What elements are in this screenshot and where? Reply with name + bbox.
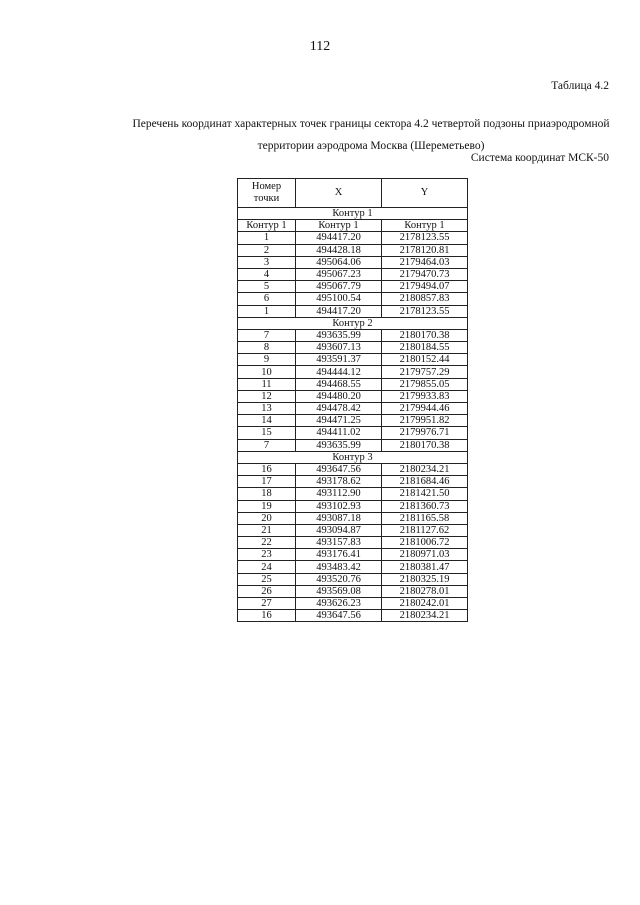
y-coordinate-cell: 2181127.62 (382, 524, 468, 536)
contour-subheader-cell: Контур 1 (238, 220, 296, 232)
x-coordinate-cell: 494417.20 (296, 305, 382, 317)
point-number-cell: 9 (238, 354, 296, 366)
y-coordinate-cell: 2179951.82 (382, 415, 468, 427)
contour-subheader-cell: Контур 1 (296, 220, 382, 232)
x-coordinate-cell: 493157.83 (296, 537, 382, 549)
point-number-cell: 5 (238, 281, 296, 293)
x-coordinate-cell: 493569.08 (296, 585, 382, 597)
table-row (238, 585, 468, 597)
point-number-cell: 3 (238, 256, 296, 268)
y-coordinate-cell: 2181360.73 (382, 500, 468, 512)
y-coordinate-cell: 2179933.83 (382, 390, 468, 402)
point-number-cell: 1 (238, 305, 296, 317)
document-title (126, 113, 616, 157)
y-coordinate-cell: 2178120.81 (382, 244, 468, 256)
table-row (238, 354, 468, 366)
y-coordinate-cell: 2179976.71 (382, 427, 468, 439)
x-coordinate-cell: 493607.13 (296, 342, 382, 354)
point-number-cell: 18 (238, 488, 296, 500)
table-row (238, 500, 468, 512)
x-coordinate-cell: 494428.18 (296, 244, 382, 256)
title-line-1: Перечень координат характерных точек границы сектора 4.2 четвертой подзоны приаэродромной (132, 118, 610, 130)
x-coordinate-cell: 495100.54 (296, 293, 382, 305)
point-number-cell: 7 (238, 329, 296, 341)
point-number-cell: 22 (238, 537, 296, 549)
point-number-cell: 10 (238, 366, 296, 378)
y-coordinate-cell: 2179757.29 (382, 366, 468, 378)
table-row (238, 598, 468, 610)
x-coordinate-cell: 493520.76 (296, 573, 382, 585)
x-coordinate-cell: 493647.56 (296, 463, 382, 475)
y-coordinate-cell: 2178123.55 (382, 232, 468, 244)
table-row (238, 293, 468, 305)
point-number-cell: 6 (238, 293, 296, 305)
header-point-number: Номер точки (238, 179, 296, 208)
y-coordinate-cell: 2180325.19 (382, 573, 468, 585)
coordinates-table (237, 178, 468, 622)
contour-title: Контур 3 (238, 451, 468, 463)
y-coordinate-cell: 2181421.50 (382, 488, 468, 500)
point-number-cell: 4 (238, 268, 296, 280)
x-coordinate-cell: 495067.23 (296, 268, 382, 280)
contour-subheader-row (238, 220, 468, 232)
table-row (238, 573, 468, 585)
table-row (238, 463, 468, 475)
x-coordinate-cell: 493626.23 (296, 598, 382, 610)
table-row (238, 232, 468, 244)
contour-title-row (238, 208, 468, 220)
point-number-cell: 8 (238, 342, 296, 354)
x-coordinate-cell: 494471.25 (296, 415, 382, 427)
y-coordinate-cell: 2180242.01 (382, 598, 468, 610)
table-row (238, 378, 468, 390)
x-coordinate-cell: 494468.55 (296, 378, 382, 390)
y-coordinate-cell: 2180234.21 (382, 610, 468, 622)
y-coordinate-cell: 2180170.38 (382, 329, 468, 341)
x-coordinate-cell: 493112.90 (296, 488, 382, 500)
x-coordinate-cell: 493094.87 (296, 524, 382, 536)
table-header-row (238, 179, 468, 208)
contour-subheader-cell: Контур 1 (382, 220, 468, 232)
point-number-cell: 24 (238, 561, 296, 573)
point-number-cell: 7 (238, 439, 296, 451)
table-label: Таблица 4.2 (551, 80, 609, 92)
point-number-cell: 26 (238, 585, 296, 597)
header-y: Y (382, 179, 468, 208)
table-row (238, 488, 468, 500)
table-row (238, 610, 468, 622)
x-coordinate-cell: 495067.79 (296, 281, 382, 293)
point-number-cell: 19 (238, 500, 296, 512)
y-coordinate-cell: 2181006.72 (382, 537, 468, 549)
table-row (238, 342, 468, 354)
table-row (238, 439, 468, 451)
y-coordinate-cell: 2179470.73 (382, 268, 468, 280)
x-coordinate-cell: 493087.18 (296, 512, 382, 524)
x-coordinate-cell: 493591.37 (296, 354, 382, 366)
y-coordinate-cell: 2180152.44 (382, 354, 468, 366)
table-row (238, 256, 468, 268)
table-row (238, 305, 468, 317)
point-number-cell: 20 (238, 512, 296, 524)
x-coordinate-cell: 493102.93 (296, 500, 382, 512)
table-row (238, 329, 468, 341)
y-coordinate-cell: 2180278.01 (382, 585, 468, 597)
table-row (238, 281, 468, 293)
title-line-2: территории аэродрома Москва (Шереметьево) (257, 140, 485, 152)
header-x: X (296, 179, 382, 208)
y-coordinate-cell: 2179855.05 (382, 378, 468, 390)
coordinate-system-label: Система координат МСК-50 (470, 152, 609, 164)
table-row (238, 244, 468, 256)
contour-title: Контур 2 (238, 317, 468, 329)
y-coordinate-cell: 2179944.46 (382, 403, 468, 415)
point-number-cell: 1 (238, 232, 296, 244)
point-number-cell: 12 (238, 390, 296, 402)
y-coordinate-cell: 2180170.38 (382, 439, 468, 451)
point-number-cell: 13 (238, 403, 296, 415)
point-number-cell: 27 (238, 598, 296, 610)
x-coordinate-cell: 493176.41 (296, 549, 382, 561)
page-number: 112 (309, 39, 331, 54)
contour-title: Контур 1 (238, 208, 468, 220)
table-row (238, 366, 468, 378)
point-number-cell: 16 (238, 463, 296, 475)
table-row (238, 390, 468, 402)
x-coordinate-cell: 493635.99 (296, 439, 382, 451)
contour-title-row (238, 451, 468, 463)
point-number-cell: 23 (238, 549, 296, 561)
y-coordinate-cell: 2180381.47 (382, 561, 468, 573)
table-row (238, 537, 468, 549)
point-number-cell: 16 (238, 610, 296, 622)
table-row (238, 524, 468, 536)
y-coordinate-cell: 2180234.21 (382, 463, 468, 475)
x-coordinate-cell: 494444.12 (296, 366, 382, 378)
point-number-cell: 14 (238, 415, 296, 427)
table-row (238, 476, 468, 488)
point-number-cell: 21 (238, 524, 296, 536)
point-number-cell: 17 (238, 476, 296, 488)
table-row (238, 561, 468, 573)
table-row (238, 268, 468, 280)
table-row (238, 403, 468, 415)
y-coordinate-cell: 2181684.46 (382, 476, 468, 488)
y-coordinate-cell: 2181165.58 (382, 512, 468, 524)
y-coordinate-cell: 2180184.55 (382, 342, 468, 354)
table-row (238, 415, 468, 427)
point-number-cell: 2 (238, 244, 296, 256)
x-coordinate-cell: 494478.42 (296, 403, 382, 415)
table-row (238, 512, 468, 524)
y-coordinate-cell: 2180971.03 (382, 549, 468, 561)
x-coordinate-cell: 495064.06 (296, 256, 382, 268)
table-row (238, 427, 468, 439)
x-coordinate-cell: 493635.99 (296, 329, 382, 341)
point-number-cell: 11 (238, 378, 296, 390)
y-coordinate-cell: 2179494.07 (382, 281, 468, 293)
table-row (238, 549, 468, 561)
x-coordinate-cell: 494417.20 (296, 232, 382, 244)
y-coordinate-cell: 2179464.03 (382, 256, 468, 268)
x-coordinate-cell: 493178.62 (296, 476, 382, 488)
point-number-cell: 25 (238, 573, 296, 585)
x-coordinate-cell: 493647.56 (296, 610, 382, 622)
y-coordinate-cell: 2180857.83 (382, 293, 468, 305)
x-coordinate-cell: 494411.02 (296, 427, 382, 439)
y-coordinate-cell: 2178123.55 (382, 305, 468, 317)
contour-title-row (238, 317, 468, 329)
point-number-cell: 15 (238, 427, 296, 439)
x-coordinate-cell: 494480.20 (296, 390, 382, 402)
x-coordinate-cell: 493483.42 (296, 561, 382, 573)
table-body (238, 208, 468, 622)
